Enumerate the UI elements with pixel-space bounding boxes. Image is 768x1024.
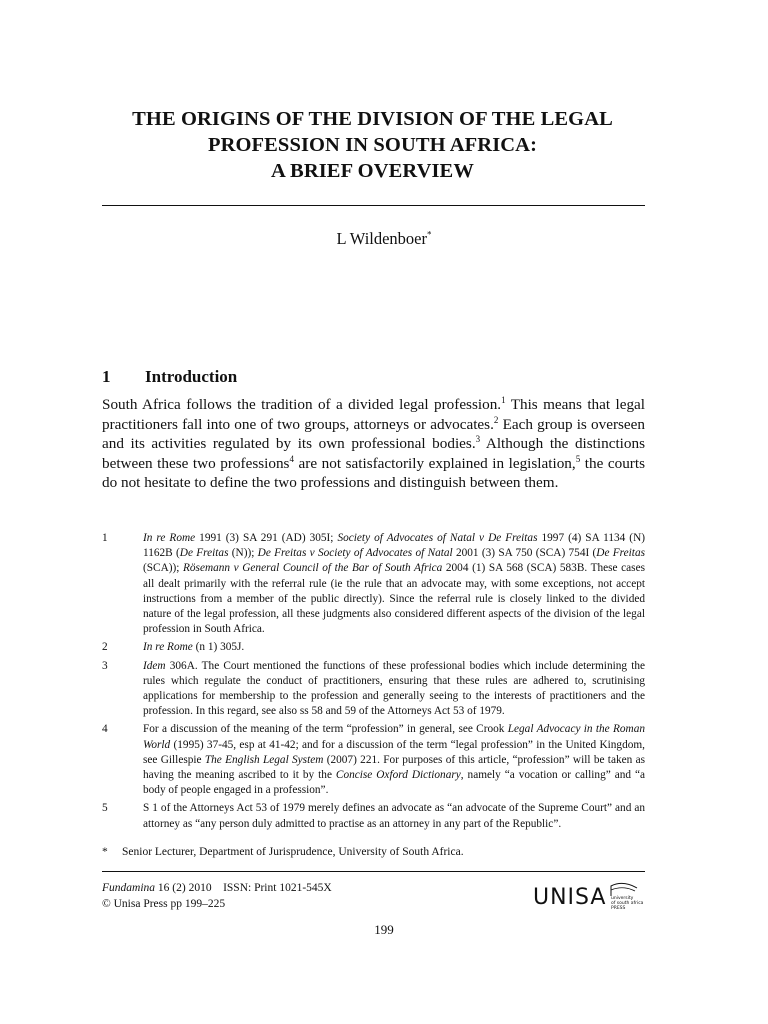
affiliation-text: Senior Lecturer, Department of Jurisprudence, University of South Africa. bbox=[122, 846, 464, 858]
section-title: Introduction bbox=[145, 367, 238, 386]
title-divider bbox=[102, 205, 645, 206]
footnote-number: 5 bbox=[102, 802, 108, 815]
intro-text: This means that legal practitioners fall into one of two groups, attorneys or advocates. bbox=[102, 396, 645, 433]
title-line: A BRIEF OVERVIEW bbox=[271, 160, 474, 182]
title-line: PROFESSION IN SOUTH AFRICA: bbox=[207, 134, 538, 156]
intro-text: the courts do not hesitate to define the two professions and distinguish between them. bbox=[102, 454, 645, 492]
section-heading bbox=[102, 367, 237, 387]
footnote-ref: 1 bbox=[501, 394, 506, 405]
journal-info bbox=[102, 880, 332, 912]
footnote-number: 3 bbox=[102, 659, 108, 672]
intro-text: Each group is overseen and its activities regulated by its own professional bodies. bbox=[102, 415, 645, 453]
footnote-text: For a discussion of the meaning of the term “profession” in general, see Crook Legal Advocacy in the Roman World (1995) 37-45, esp at 41-42; and for a discussion of the term “legal profession” in the United Kingdom, see Gillespie The English Legal System (2007) 221. For purposes of this article, “profession” will be taken as having the meaning ascribed to it by the Concise Oxford Dictionary, namely “a vocation or calling” and “a body of people engaged in a profession”. bbox=[143, 723, 645, 797]
intro-text: Although the distinctions between these two professions bbox=[102, 435, 645, 472]
footnote-1 bbox=[102, 531, 645, 637]
logo-small-text: university of south africa PRESS bbox=[611, 896, 644, 911]
author-name: L Wildenboer bbox=[336, 229, 428, 248]
author-affiliation-note bbox=[102, 846, 464, 858]
footnote-number: 4 bbox=[102, 723, 108, 736]
footnote-4 bbox=[102, 722, 645, 798]
footnote-ref: 2 bbox=[493, 414, 499, 425]
footnote-ref: 5 bbox=[575, 453, 581, 464]
footnote-text: In re Rome 1991 (3) SA 291 (AD) 305I; Society of Advocates of Natal v De Freitas 1997 (4) SA 1134 (N) 1162B (De Freitas (N)); De Freitas v Society of Advocates of Natal 2001 (3) SA 750 (SCA) 754I (De Freitas (SCA)); Rösemann v General Council of the Bar of South Africa 2004 (1) SA 568 (SCA) 583B. These cases all dealt primarily with the referral rule (ie the rule that an advocate may, with some exceptions, not accept instructions from a member of the public directly). Since the referral rule is closely linked to the divided nature of the legal profession, all these judgments also considered different aspects of the division of the legal profession in South Africa. bbox=[143, 532, 645, 636]
unisa-press-logo bbox=[533, 882, 645, 916]
author-footnote-mark: * bbox=[427, 229, 432, 240]
title-line: THE ORIGINS OF THE DIVISION OF THE LEGAL bbox=[132, 108, 613, 130]
footnote-ref: 4 bbox=[289, 453, 294, 464]
journal-issn: ISSN: Print 1021-545X bbox=[223, 882, 332, 894]
footnote-number: 2 bbox=[102, 641, 108, 654]
journal-name: Fundamina bbox=[102, 882, 156, 894]
footnote-text: In re Rome (n 1) 305J. bbox=[143, 641, 245, 654]
author-line bbox=[0, 229, 768, 249]
footnote-3 bbox=[102, 659, 645, 720]
footnote-2 bbox=[102, 640, 645, 655]
intro-text: South Africa follows the tradition of a divided legal profession. bbox=[102, 396, 502, 413]
footnote-number: 1 bbox=[102, 532, 108, 544]
journal-issue: 16 (2) 2010 bbox=[155, 882, 212, 894]
footnote-ref: 3 bbox=[475, 434, 481, 445]
logo-wordmark: UNISA bbox=[533, 885, 607, 910]
footnote-text: Idem 306A. The Court mentioned the functions of these professional bodies which include determining the rules which regulate the conduct of practitioners, ensuring that these rules are adhered to, scrutinising applications for membership to the profession and generally seeing to the interests of practitioners and the profession. In this regard, see also ss 58 and 59 of the Attorneys Act 53 of 1979. bbox=[143, 659, 645, 718]
footnote-text: S 1 of the Attorneys Act 53 of 1979 merely defines an advocate as “an advocate of the Supreme Court” and an attorney as “any person duly admitted to practise as an attorney in any part of the Republic”. bbox=[143, 802, 645, 830]
footer-divider bbox=[102, 871, 645, 872]
footnote-5 bbox=[102, 801, 645, 831]
page-number: 199 bbox=[374, 922, 394, 937]
section-number: 1 bbox=[102, 367, 111, 386]
affiliation-mark: * bbox=[102, 846, 108, 858]
footnotes bbox=[102, 531, 645, 835]
journal-copyright: © Unisa Press pp 199–225 bbox=[102, 898, 226, 910]
intro-paragraph bbox=[102, 395, 645, 493]
article-title bbox=[100, 106, 645, 184]
intro-text: are not satisfactorily explained in legislation, bbox=[293, 454, 576, 472]
